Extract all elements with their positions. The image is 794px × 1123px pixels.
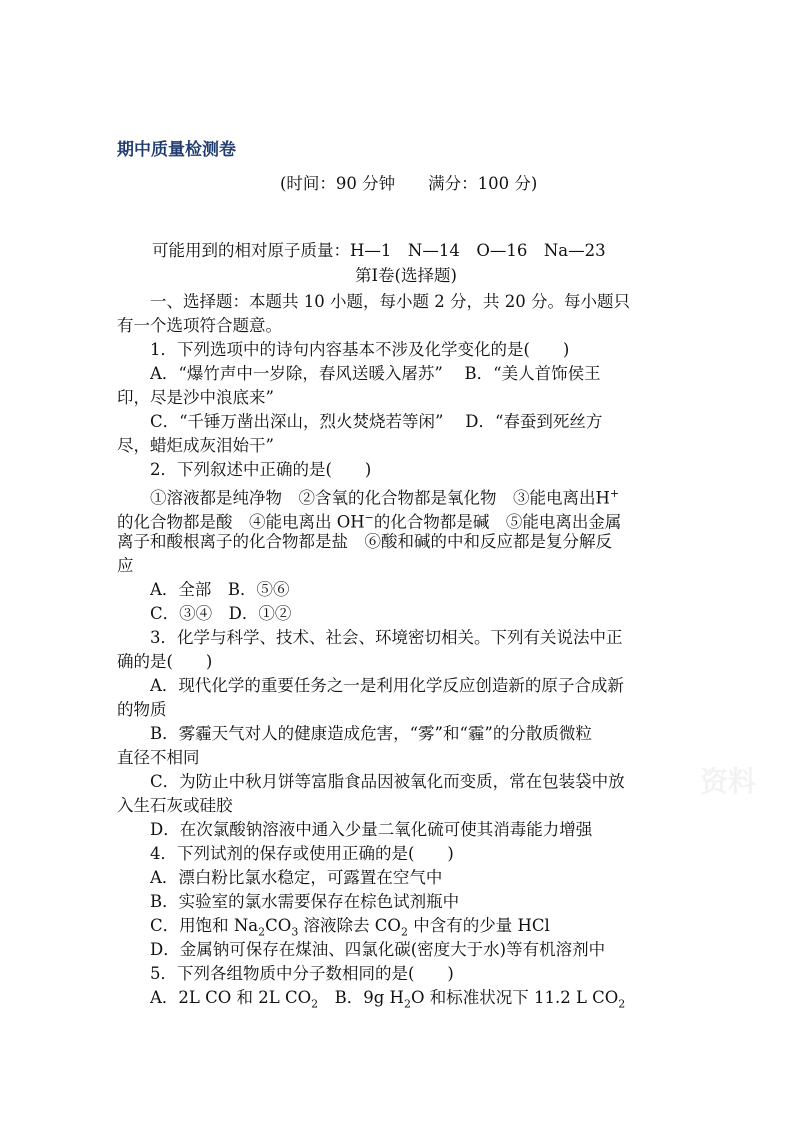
q2-statements-3: 离子和酸根离子的化合物都是盐 ⑥酸和碱的中和反应都是复分解反 [117,532,612,551]
section-title: 第Ⅰ卷(选择题) [355,266,457,285]
q4-option-a: A．漂白粉比氯水稳定，可露置在空气中 [150,868,443,887]
q2-stem: 2．下列叙述中正确的是( ) [150,460,372,479]
q1-option-b-cont: 印，尽是沙中浪底来” [117,388,274,407]
q4-option-c: C．用饱和 $Na_2CO_3$ 溶液除去 $CO_2$ 中含有的少量 HCl [150,916,550,939]
q2-options-ab: A．全部 B．⑤⑥ [150,580,290,599]
q4-stem: 4．下列试剂的保存或使用正确的是( ) [150,844,454,863]
q2-statements-4: 应 [117,556,134,575]
q1-stem: 1．下列选项中的诗句内容基本不涉及化学变化的是( ) [150,340,570,359]
q2-statements-1: ①溶液都是纯净物 ②含氧的化合物都是氧化物 ③能电离出H+ [150,487,620,508]
exam-title: 期中质量检测卷 [117,140,236,160]
part1-intro-line1: 一、选择题：本题共 10 小题，每小题 2 分，共 20 分。每小题只 [150,292,630,311]
q1-option-d-cont: 尽，蜡炬成灰泪始干” [117,436,274,455]
q3-option-b-2: 直径不相同 [117,748,200,767]
q4-option-d: D．金属钠可保存在煤油、四氯化碳(密度大于水)等有机溶剂中 [150,940,606,959]
time-info: (时间：90 分钟 满分：100 分) [280,174,538,193]
q3-option-b-1: B．雾霾天气对人的健康造成危害，“雾”和“霾”的分散质微粒 [150,724,592,743]
part1-intro-line2: 有一个选项符合题意。 [117,316,282,335]
q1-option-cd: C．“千锤万凿出深山，烈火焚烧若等闲” D．“春蚕到死丝方 [150,412,603,431]
q3-stem-2: 确的是( ) [117,652,213,671]
q1-option-ab: A．“爆竹声中一岁除，春风送暖入屠苏” B．“美人首饰侯王 [150,364,601,383]
q3-option-a-1: A．现代化学的重要任务之一是利用化学反应创造新的原子合成新 [150,676,624,695]
q4-option-b: B．实验室的氯水需要保存在棕色试剂瓶中 [150,892,460,911]
q5-stem: 5．下列各组物质中分子数相同的是( ) [150,964,454,983]
watermark: 资料 [700,765,757,798]
q2-options-cd: C．③④ D．①② [150,604,292,623]
q3-option-c-2: 入生石灰或硅胶 [117,796,233,815]
q2-statements-2: 的化合物都是酸 ④能电离出 OH−的化合物都是碱 ⑤能电离出金属 [117,511,622,532]
q3-option-c-1: C．为防止中秋月饼等富脂食品因被氧化而变质，常在包装袋中放 [150,772,625,791]
q3-option-d: D．在次氯酸钠溶液中通入少量二氧化硫可使其消毒能力增强 [150,820,593,839]
q5-options-ab: A．2L CO 和 2L $CO_2$ B．9g $H_2O$ 和标准状况下 11.2 L $CO_2$ [150,988,626,1011]
atomic-masses: 可能用到的相对原子质量：H—1 N—14 O—16 Na—23 [152,241,606,260]
q3-stem-1: 3．化学与科学、技术、社会、环境密切相关。下列有关说法中正 [150,628,623,647]
q3-option-a-2: 的物质 [117,700,167,719]
